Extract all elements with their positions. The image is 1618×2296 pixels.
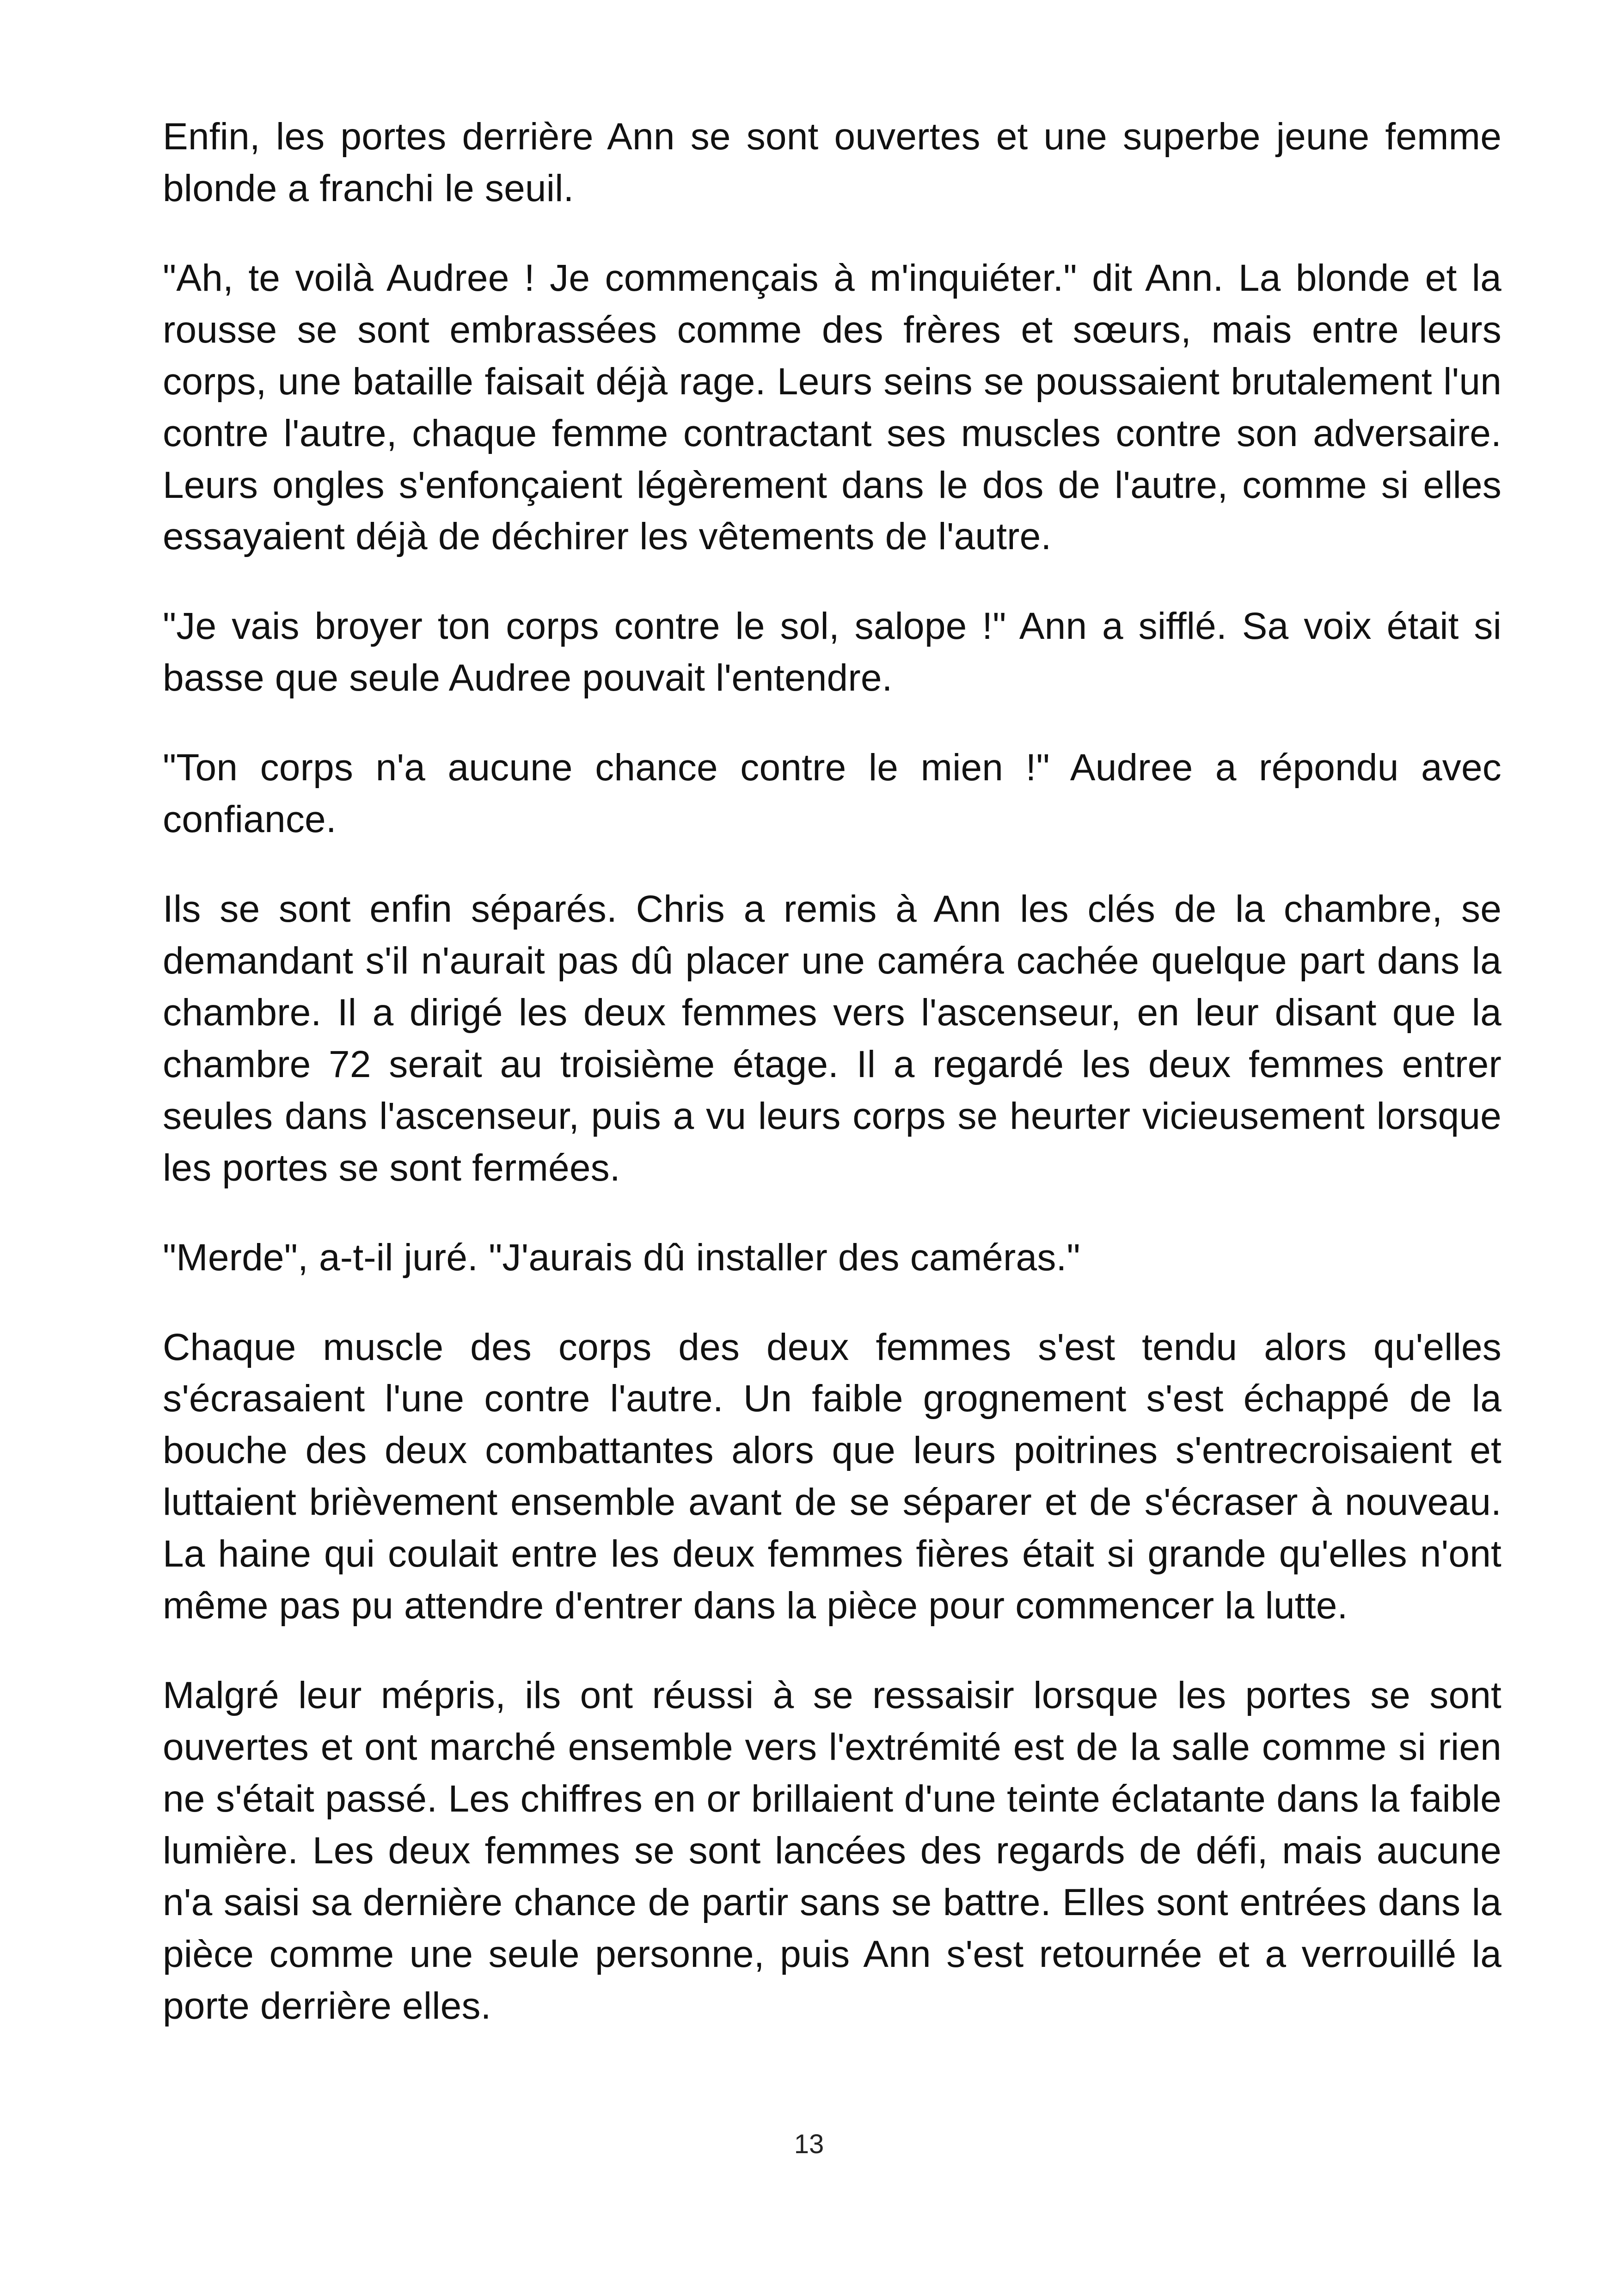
paragraph: Ils se sont enfin séparés. Chris a remis à Ann les clés de la chambre, se demandant s'il n'aurait pas dû placer une caméra cachée quelque part dans la chambre. Il a dirigé les deux femmes vers l'ascenseur, en leur disant que la chambre 72 serait au troisième étage. Il a regardé les deux femmes entrer seules dans l'ascenseur, puis a vu leurs corps se heurter vicieusement lorsque les portes se sont fermées. — [163, 888, 1502, 1189]
paragraph: "Ton corps n'a aucune chance contre le mien !" Audree a répondu avec confiance. — [163, 747, 1502, 841]
paragraph: "Merde", a-t-il juré. "J'aurais dû installer des caméras." — [163, 1236, 1080, 1279]
paragraph: Malgré leur mépris, ils ont réussi à se ressaisir lorsque les portes se sont ouvertes et ont marché ensemble vers l'extrémité est de la salle comme si rien ne s'était passé. Les chiffres en or brillaient d'une teinte éclatante dans la faible lumière. Les deux femmes se sont lancées des regards de défi, mais aucune n'a saisi sa dernière chance de partir sans se battre. Elles sont entrées dans la pièce comme une seule personne, puis Ann s'est retournée et a verrouillé la porte derrière elles. — [163, 1674, 1502, 2027]
paragraph: Chaque muscle des corps des deux femmes s'est tendu alors qu'elles s'écrasaient l'une contre l'autre. Un faible grognement s'est échappé de la bouche des deux combattantes alors que leurs poitrines s'entrecroisaient et luttaient brièvement ensemble avant de se séparer et de s'écraser à nouveau. La haine qui coulait entre les deux femmes fières était si grande qu'elles n'ont même pas pu attendre d'entrer dans la pièce pour commencer la lutte. — [163, 1326, 1502, 1627]
page-number: 13 — [794, 2129, 824, 2159]
paragraph: Enfin, les portes derrière Ann se sont ouvertes et une superbe jeune femme blonde a franchi le seuil. — [163, 116, 1502, 209]
paragraph: "Ah, te voilà Audree ! Je commençais à m'inquiéter." dit Ann. La blonde et la rousse se sont embrassées comme des frères et sœurs, mais entre leurs corps, une bataille faisait déjà rage. Leurs seins se poussaient brutalement l'un contre l'autre, chaque femme contractant ses muscles contre son adversaire. Leurs ongles s'enfonçaient légèrement dans le dos de l'autre, comme si elles essayaient déjà de déchirer les vêtements de l'autre. — [163, 257, 1502, 558]
body-text — [163, 111, 1502, 2070]
paragraph: "Je vais broyer ton corps contre le sol, salope !" Ann a sifflé. Sa voix était si basse que seule Audree pouvait l'entendre. — [163, 605, 1502, 699]
